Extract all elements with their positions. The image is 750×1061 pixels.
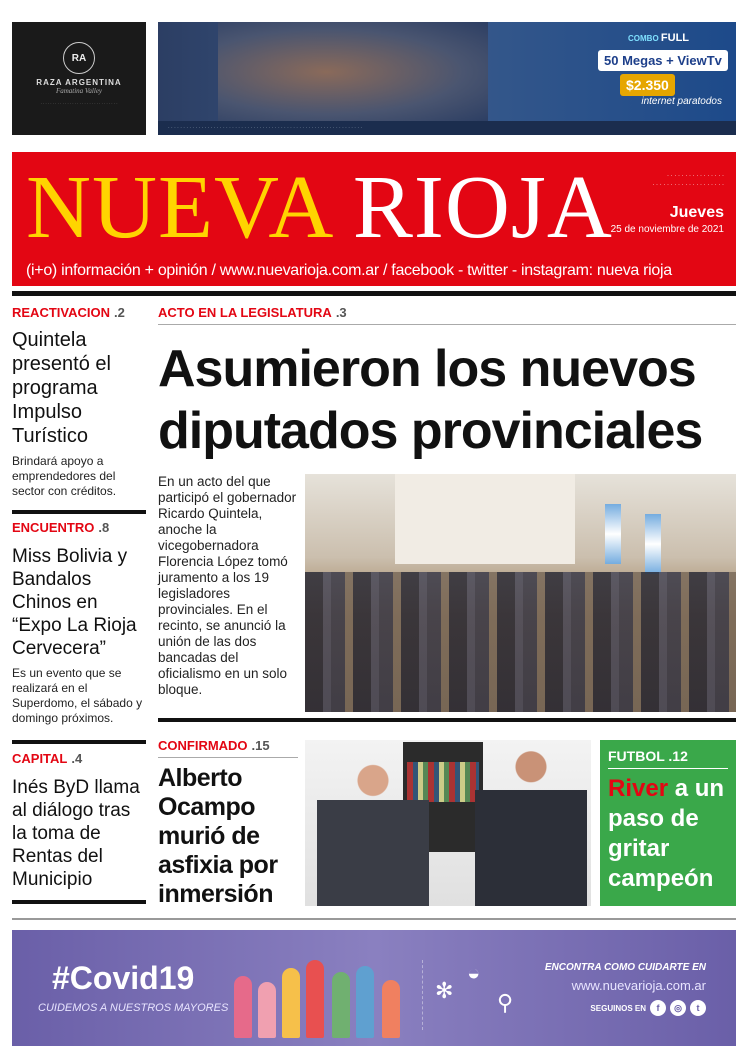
social-links: SEGUINOS EN f ◎ t — [590, 1000, 706, 1016]
ad-tagline: Famatina Valley — [55, 87, 103, 95]
kicker-underline — [158, 757, 298, 758]
argentina-flag-icon — [645, 514, 661, 574]
masthead — [12, 152, 736, 286]
ad-fine-print: · · · · · · · · · · · · · · · · · · · · · · · · · · · · · · · · — [40, 101, 118, 106]
issue-day: Jueves — [669, 204, 724, 221]
futbol-headline: River a un paso de gritar campeón — [608, 775, 725, 892]
story-kicker-reactivacion[interactable]: REACTIVACION .2 — [12, 305, 125, 320]
main-story-kicker[interactable]: ACTO EN LA LEGISLATURA .3 — [158, 305, 347, 320]
isp-logo: internet paratodos — [641, 96, 722, 107]
edition-info: · · · · · · · · · · · · · · · · · · · · · · · · · · · · · · · · · · · · — [652, 173, 724, 188]
story-headline-quintela[interactable]: Quintela presentó el programa Impulso Turístico — [12, 329, 111, 447]
newspaper-title[interactable]: NUEVA RIOJA — [26, 158, 613, 257]
price-badge: $2.350 — [620, 74, 675, 96]
legislature-photo[interactable] — [305, 474, 736, 712]
interview-photo[interactable] — [305, 740, 591, 906]
column-divider — [12, 900, 146, 904]
facebook-icon[interactable]: f — [650, 1000, 666, 1016]
mask-icon: ◒ — [467, 960, 481, 985]
covid-ad-banner[interactable] — [12, 930, 736, 1046]
story-dek-miss-bolivia: Es un evento que se realizará en el Superdomo, el sábado y domingo próximos. — [12, 666, 143, 725]
story-headline-ocampo[interactable]: Alberto Ocampo murió de asfixia por inmersión — [158, 764, 278, 908]
issue-date: 25 de noviembre de 2021 — [610, 224, 724, 235]
masthead-rule — [12, 291, 736, 296]
futbol-box[interactable] — [600, 740, 736, 906]
twitter-icon[interactable]: t — [690, 1000, 706, 1016]
photo-wall — [395, 474, 575, 564]
ad-footer-strip: · · · · · · · · · · · · · · · · · · · · · · · · · · · · · · · · · · · · · · · · · · · · · · · · · · · · · · · · · · · · · · · · — [158, 121, 736, 135]
argentina-flag-icon — [605, 504, 621, 564]
story-headline-miss-bolivia[interactable]: Miss Bolivia y Bandalos Chinos en “Expo La Rioja Cervecera” — [12, 546, 137, 659]
raza-argentina-ad[interactable] — [12, 22, 146, 135]
internet-combo-ad[interactable] — [158, 22, 736, 135]
raza-argentina-logo: RA — [63, 42, 95, 74]
covid-hashtag: #Covid19 — [52, 960, 195, 996]
family-photo — [218, 22, 488, 122]
futbol-kicker: FUTBOL .12 — [608, 748, 688, 764]
column-divider — [12, 740, 146, 744]
hygiene-icons — [422, 960, 543, 1030]
distance-icon: ⚲ — [497, 990, 514, 1015]
person-right — [475, 746, 587, 906]
combo-label: COMBO FULL — [628, 32, 690, 44]
masthead-links-strip[interactable]: (i+o) información + opinión / www.nuevarioja.com.ar / facebook - twitter - instagram: nueva rioja — [26, 262, 672, 279]
column-divider — [12, 510, 146, 514]
covid-subtitle: CUIDEMOS A NUESTROS MAYORES — [38, 1002, 229, 1014]
story-kicker-capital[interactable]: CAPITAL .4 — [12, 751, 83, 766]
covid-cta: ENCONTRA COMO CUIDARTE EN — [544, 962, 706, 973]
person-left — [317, 760, 429, 906]
instagram-icon[interactable]: ◎ — [670, 1000, 686, 1016]
elderly-people-illustration — [234, 950, 414, 1038]
photo-crowd — [305, 572, 736, 712]
virus-icon: ✻ — [435, 978, 454, 1003]
story-headline-ines-byd[interactable]: Inés ByD llama al diálogo tras la toma de Rentas del Municipio — [12, 777, 140, 890]
kicker-underline — [158, 324, 736, 325]
main-story-body: En un acto del que participó el gobernador Ricardo Quintela, anoche la vicegobernadora Florencia López tomó juramento a los 19 legisladores provinciales. En el recinto, se anunció la unión de las dos bancadas del oficialismo en un solo bloque. — [158, 474, 297, 697]
ad-brand-name: RAZA ARGENTINA — [36, 78, 122, 87]
megas-badge: 50 Megas + ViewTv — [598, 50, 728, 71]
story-kicker-encuentro[interactable]: ENCUENTRO .8 — [12, 520, 110, 535]
story-dek-quintela: Brindará apoyo a emprendedores del sector con créditos. — [12, 454, 117, 498]
section-rule — [12, 918, 736, 920]
covid-url[interactable]: www.nuevarioja.com.ar — [571, 978, 706, 993]
futbol-underline — [608, 768, 728, 769]
story-kicker-confirmado[interactable]: CONFIRMADO .15 — [158, 738, 270, 753]
section-rule — [158, 718, 736, 722]
main-headline[interactable]: Asumieron los nuevos diputados provinciales — [158, 340, 703, 460]
